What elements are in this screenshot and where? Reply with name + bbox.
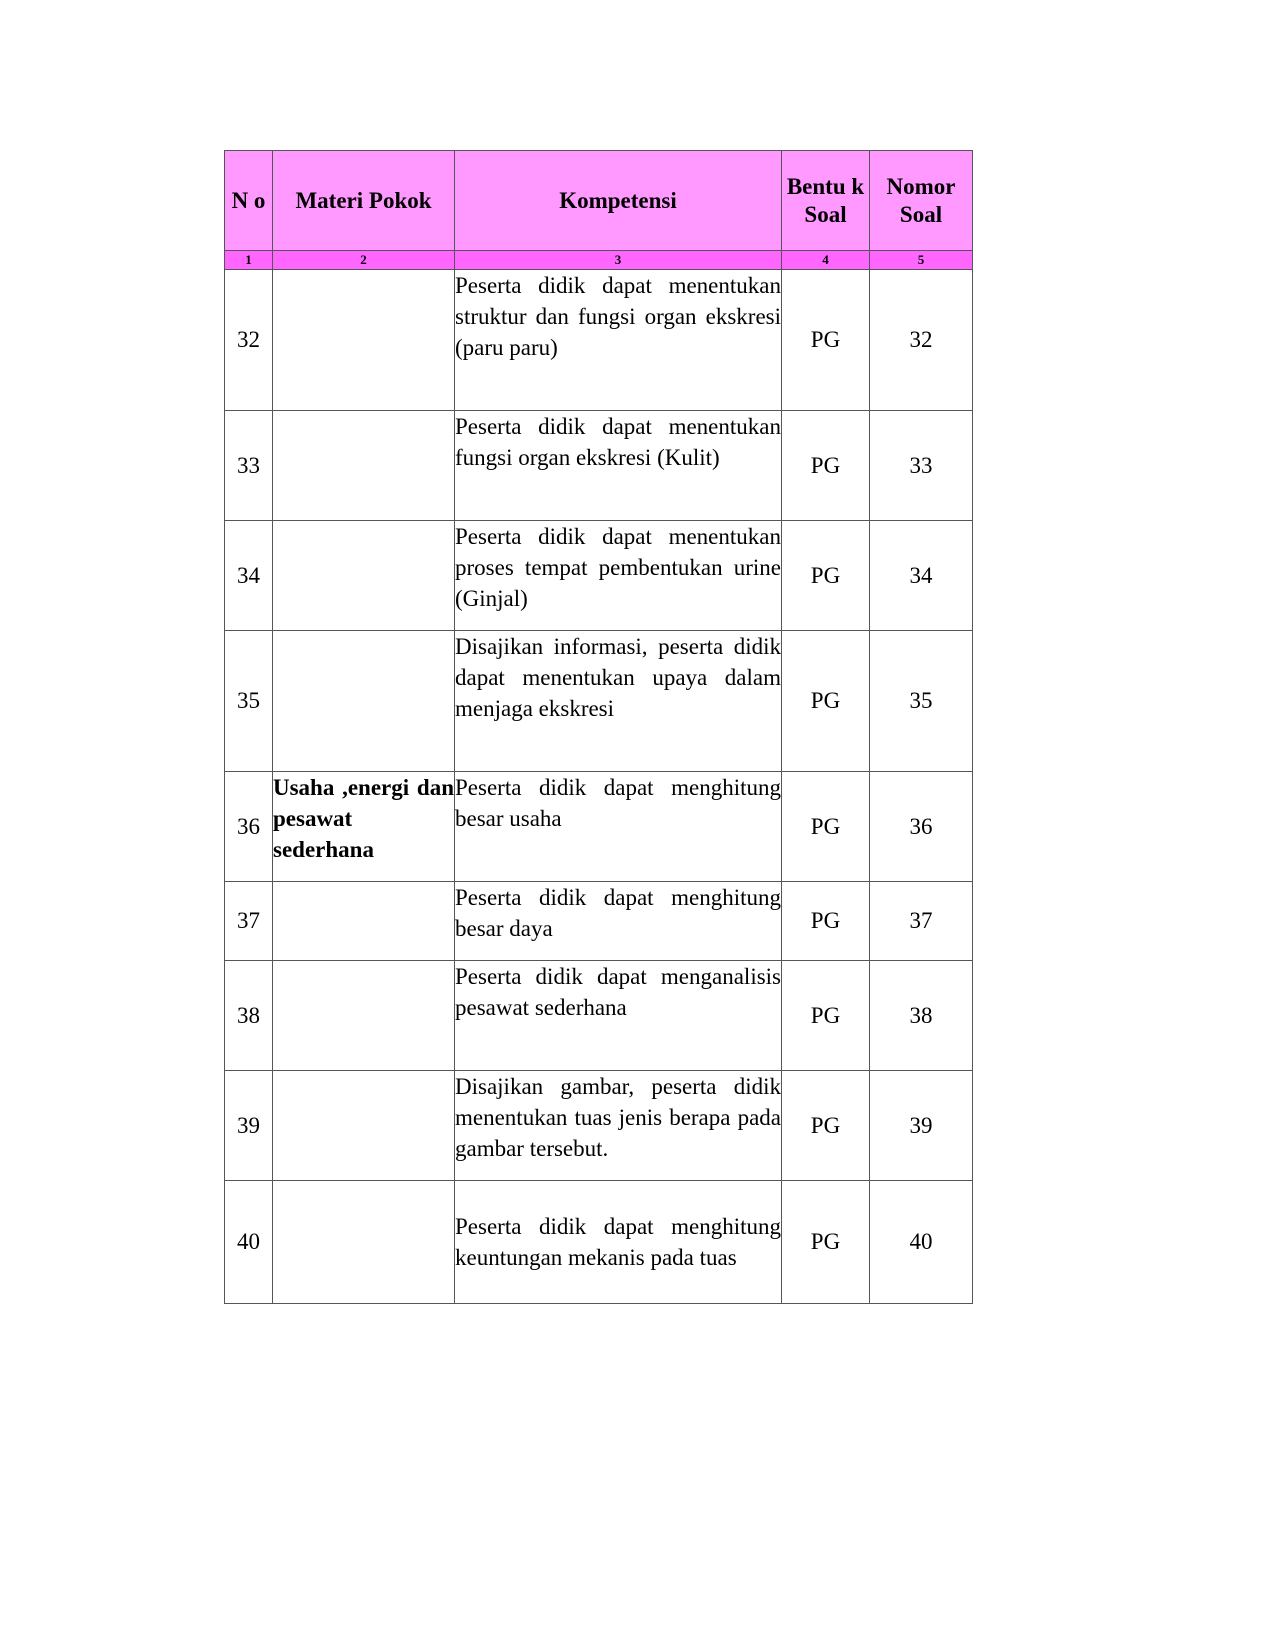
cell-nomor-soal: 40 [870, 1181, 973, 1304]
cell-no: 36 [225, 772, 273, 882]
cell-materi [273, 631, 455, 772]
cell-no: 37 [225, 882, 273, 961]
cell-materi [273, 270, 455, 411]
header-row [225, 151, 973, 251]
cell-no: 32 [225, 270, 273, 411]
cell-materi [273, 961, 455, 1071]
cell-no: 40 [225, 1181, 273, 1304]
cell-nomor-soal: 35 [870, 631, 973, 772]
cell-no: 38 [225, 961, 273, 1071]
column-number: 4 [782, 251, 870, 270]
column-number: 3 [455, 251, 782, 270]
column-number: 5 [870, 251, 973, 270]
header-bentuk-soal: Bentu k Soal [782, 151, 870, 251]
cell-bentuk-soal: PG [782, 961, 870, 1071]
column-number-row [225, 251, 973, 270]
cell-bentuk-soal: PG [782, 772, 870, 882]
cell-no: 33 [225, 411, 273, 521]
table-row [225, 270, 973, 411]
cell-no: 39 [225, 1071, 273, 1181]
cell-bentuk-soal: PG [782, 1071, 870, 1181]
cell-kompetensi: Peserta didik dapat menghitung keuntungan mekanis pada tuas [455, 1181, 782, 1304]
cell-kompetensi: Peserta didik dapat menentukan proses tempat pembentukan urine (Ginjal) [455, 521, 782, 631]
table-row [225, 1071, 973, 1181]
cell-kompetensi: Disajikan informasi, peserta didik dapat menentukan upaya dalam menjaga ekskresi [455, 631, 782, 772]
cell-bentuk-soal: PG [782, 521, 870, 631]
cell-kompetensi: Peserta didik dapat menghitung besar usaha [455, 772, 782, 882]
cell-kompetensi: Peserta didik dapat menentukan struktur dan fungsi organ ekskresi (paru paru) [455, 270, 782, 411]
cell-nomor-soal: 38 [870, 961, 973, 1071]
table-row [225, 772, 973, 882]
cell-materi [273, 882, 455, 961]
cell-bentuk-soal: PG [782, 1181, 870, 1304]
header-no: N o [225, 151, 273, 251]
header-kompetensi: Kompetensi [455, 151, 782, 251]
table-row [225, 411, 973, 521]
cell-kompetensi: Peserta didik dapat menghitung besar daya [455, 882, 782, 961]
table-row [225, 882, 973, 961]
cell-kompetensi: Peserta didik dapat menentukan fungsi organ ekskresi (Kulit) [455, 411, 782, 521]
cell-kompetensi: Disajikan gambar, peserta didik menentukan tuas jenis berapa pada gambar tersebut. [455, 1071, 782, 1181]
cell-bentuk-soal: PG [782, 270, 870, 411]
cell-materi [273, 521, 455, 631]
cell-bentuk-soal: PG [782, 411, 870, 521]
kisi-kisi-table [224, 150, 973, 1304]
cell-bentuk-soal: PG [782, 631, 870, 772]
cell-nomor-soal: 34 [870, 521, 973, 631]
table-row [225, 1181, 973, 1304]
cell-nomor-soal: 37 [870, 882, 973, 961]
cell-nomor-soal: 33 [870, 411, 973, 521]
table-row [225, 521, 973, 631]
cell-materi [273, 411, 455, 521]
cell-kompetensi: Peserta didik dapat menganalisis pesawat sederhana [455, 961, 782, 1071]
header-materi-pokok: Materi Pokok [273, 151, 455, 251]
column-number: 1 [225, 251, 273, 270]
table-row [225, 631, 973, 772]
header-nomor-soal: Nomor Soal [870, 151, 973, 251]
column-number: 2 [273, 251, 455, 270]
cell-nomor-soal: 36 [870, 772, 973, 882]
cell-nomor-soal: 39 [870, 1071, 973, 1181]
table-row [225, 961, 973, 1071]
cell-nomor-soal: 32 [870, 270, 973, 411]
cell-no: 35 [225, 631, 273, 772]
cell-materi [273, 1181, 455, 1304]
cell-materi [273, 1071, 455, 1181]
cell-bentuk-soal: PG [782, 882, 870, 961]
cell-materi: Usaha ,energi dan pesawat sederhana [273, 772, 455, 882]
cell-no: 34 [225, 521, 273, 631]
